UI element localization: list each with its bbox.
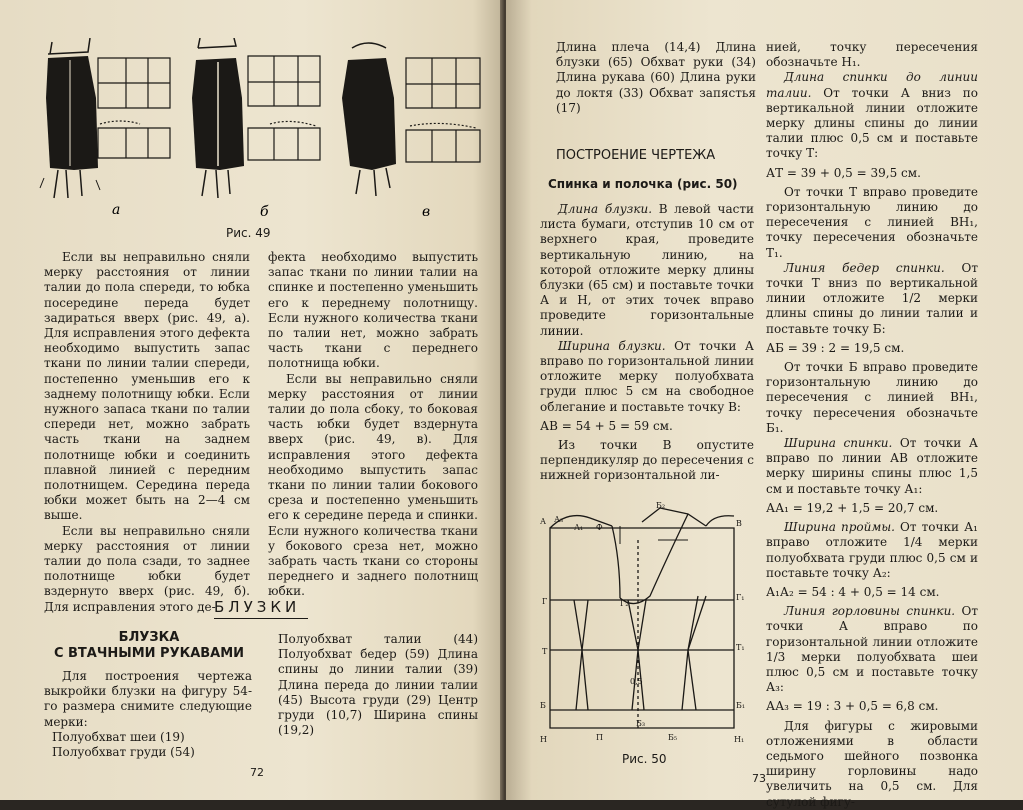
paragraph-lead: Длина блузки. [558, 202, 653, 216]
formula: АТ = 39 + 0,5 = 39,5 см. [766, 165, 921, 180]
list-item: Длина блузки (65) [556, 40, 756, 70]
list-item: Полуобхват талии (44) [278, 632, 478, 646]
svg-text:А₁: А₁ [574, 523, 584, 532]
svg-text:П: П [596, 733, 603, 742]
left-column-1 [44, 250, 250, 615]
measures-list-right [278, 632, 478, 738]
drawing-heading: ПОСТРОЕНИЕ ЧЕРТЕЖА [556, 148, 716, 163]
paragraph-body: От точки А₁ вправо отложите 1/4 мерки полуобхвата груди плюс 0,5 см и поставьте точку А₂: [766, 520, 978, 580]
subsection-title-line2: С ВТАЧНЫМИ РУКАВАМИ [53, 646, 245, 661]
svg-text:В: В [736, 519, 742, 528]
paragraph: Если вы неправильно сняли мерку расстояния от линии талии до пола сзади, то заднее полотнище юбки будет вздернуто вверх (рис. 49, б). Для исправления этого де- [44, 523, 250, 614]
subsection-title [44, 630, 254, 662]
side-seam-left [628, 600, 638, 710]
back-armhole-line [612, 526, 620, 598]
intro-block [44, 669, 252, 760]
paragraph [540, 202, 754, 339]
page-number: 72 [250, 766, 264, 779]
pattern-c-upper [406, 58, 480, 162]
formula: АА₃ = 19 : 3 + 0,5 = 6,8 см. [766, 699, 939, 714]
formula: АА₁ = 19,2 + 1,5 = 20,7 см. [766, 500, 939, 515]
back-dart-right [574, 600, 582, 710]
paragraph: От точки Т вправо проведите горизонтальную линию до пересечения с линией ВН₁, точку пересечения обозначьте Т₁. [766, 184, 978, 260]
figure50-caption: Рис. 50 [622, 752, 667, 766]
paragraph-lead: Ширина спинки. [784, 436, 893, 451]
svg-text:Б: Б [540, 701, 546, 710]
svg-text:Н₁: Н₁ [734, 735, 745, 744]
paragraph-body: От точки А вниз по вертикальной линии отложите мерку длины спины до линии талии плюс 0,5 см и поставьте точку Т: [766, 85, 978, 161]
paragraph-lead: Длина спинки до линии талии. [766, 70, 978, 100]
list-item: Обхват запястья (17) [556, 85, 756, 115]
paragraph [766, 436, 978, 497]
list-item: Длина руки до локтя (33) [556, 70, 756, 100]
paragraph [766, 261, 978, 337]
figure49-label-b: б [260, 204, 269, 220]
svg-text:Ф: Ф [596, 523, 603, 532]
paragraph [766, 70, 978, 161]
front-neckline [706, 516, 734, 526]
paragraph-body: От точки Т вниз по вертикальной линии отложите 1/2 мерки длины спины до линии талии и поставьте точку Б: [766, 260, 978, 336]
list-item: Ширина спины (19,2) [278, 708, 478, 738]
svg-text:Г: Г [542, 597, 548, 606]
measures-list-top [556, 40, 756, 116]
paragraph-lead: Линия бедер спинки. [784, 260, 945, 275]
svg-text:Т: Т [542, 647, 548, 656]
svg-text:Б₅: Б₅ [668, 733, 678, 742]
paragraph [540, 339, 754, 415]
figure49-label-a: а [112, 202, 121, 218]
paragraph: От точки Б вправо проведите горизонтальную линию до пересечения с линией ВН₁, точку пересечения обозначьте Б₁. [766, 360, 978, 435]
back-dart [582, 600, 588, 710]
list-item: Полуобхват груди (54) [52, 745, 195, 760]
right-column-1 [540, 202, 754, 484]
paragraph: Если вы неправильно сняли мерку расстояния от линии талии до пола сбоку, то боковая часть юбки будет вздернута вверх (рис. 49, в). Для исправления этого дефекта необходимо выпустить запас ткани по линии талии бокового среза и постепенно уменьшить его к середине переда и спинки. Если нужного количества ткани у бокового среза нет, можно забрать часть ткани со стороны переднего и заднего полотнищ юбки. [268, 371, 478, 599]
paragraph [766, 520, 978, 581]
figure-50 [538, 500, 760, 750]
shoulder-line [642, 508, 706, 526]
svg-text:Н: Н [540, 735, 547, 744]
list-item: Длина рукава (60) [556, 70, 675, 85]
pattern-b-upper [248, 56, 320, 160]
svg-text:Б₁: Б₁ [736, 701, 746, 710]
front-dart [688, 596, 698, 710]
formula: А₁А₂ = 54 : 4 + 0,5 = 14 см. [766, 584, 940, 599]
svg-text:Т₁: Т₁ [736, 643, 745, 652]
paragraph-body: В левой части листа бумаги, отступив 10 см от верхнего края, проведите вертикальную линию, на которой отложите мерку длины блузки (65 см) и поставьте точки А и Н, от этих точек вправо проведите горизонтальные линии. [540, 202, 754, 338]
svg-text:Г₁: Г₁ [736, 593, 745, 602]
list-item: Длина спины до линии талии (39) [278, 647, 478, 677]
paragraph-lead: Линия горловины спинки. [784, 604, 956, 619]
intro-text: Для построения чертежа выкройки блузки на фигуру 54-го размера снимите следующие мерки: [44, 669, 252, 729]
left-page [0, 0, 503, 800]
subsection-title-line1: БЛУЗКА [118, 630, 180, 645]
figure-49 [30, 38, 490, 238]
paragraph-lead: Ширина блузки. [558, 338, 666, 353]
list-item: Обхват руки (34) [640, 55, 756, 70]
section-title: БЛУЗКИ [214, 598, 301, 616]
left-column-2 [268, 250, 478, 600]
formula: АВ = 54 + 5 = 59 см. [540, 418, 673, 433]
list-item: Длина плеча (14,4) [556, 40, 701, 54]
paragraph-lead: Ширина проймы. [784, 520, 895, 535]
paragraph: Для фигуры с жировыми отложениями в области седьмого шейного позвонка ширину горловины надо увеличить на 0,5 см. Для сутулой фигу- [766, 718, 978, 809]
side-seam-right [638, 600, 646, 710]
svg-text:0,5: 0,5 [630, 677, 643, 686]
right-column-2 [766, 40, 978, 810]
figure49-caption: Рис. 49 [226, 226, 271, 240]
paragraph: фекта необходимо выпустить запас ткани по линии талии на спинке и постепенно уменьшить его к переднему полотнищу. Если нужного количества ткани по талии нет, можно забрать часть ткани с переднего полотнища юбки. [268, 250, 478, 371]
list-item: Высота груди (29) [309, 692, 432, 707]
skirt-c-illustration [342, 43, 396, 196]
page-number: 73 [752, 772, 766, 785]
list-item: Полуобхват бедер (59) [278, 647, 430, 662]
svg-text:Б₃: Б₃ [636, 719, 646, 728]
list-item: Полуобхват шеи (19) [52, 729, 185, 744]
list-item: Длина переда до линии талии (45) [278, 677, 478, 707]
pattern-a-upper [98, 58, 170, 158]
skirt-b-illustration [192, 38, 244, 198]
paragraph: нией, точку пересечения обозначьте Н₁. [766, 40, 978, 70]
drawing-subheading: Спинка и полочка (рис. 50) [548, 177, 738, 191]
paragraph-body: От точки А вправо по горизонтальной линии отложите мерку полуобхвата груди плюс 5 см на свободное облегание и поставьте точку В: [540, 338, 754, 414]
paragraph-body: От точки А вправо по линии АВ отложите мерку ширины спины плюс 1,5 см и поставьте точку А₁: [766, 436, 978, 496]
svg-text:А₃: А₃ [554, 515, 564, 524]
paragraph-body: От точки А вправо по горизонтальной линии отложите 1/3 мерки полуобхвата шеи плюс 0,5 см и поставьте точку А₃: [766, 604, 978, 695]
list-item: Центр груди (10,7) [278, 692, 478, 723]
svg-text:А: А [540, 517, 547, 526]
paragraph [766, 604, 978, 695]
measures-list-left [52, 730, 252, 760]
paragraph: Если вы неправильно сняли мерку расстояния от линии талии до пола спереди, то юбка посередине переда будет задираться вверх (рис. 49, а). Для исправления этого дефекта необходимо выпустить запас ткани по линии талии спереди, постепенно уменьшив его к заднему полотнищу юбки. Если нужного запаса ткани по талии спереди нет, можно забрать часть ткани на заднем полотнище юбки и соединить плавной линией с передним полотнищем. Середина переда юбки может быть на 2—4 см выше. [44, 250, 250, 523]
formula: АБ = 39 : 2 = 19,5 см. [766, 340, 905, 355]
svg-text:Б₂: Б₂ [656, 501, 666, 510]
svg-text:Г₂: Г₂ [620, 599, 629, 608]
section-underline [214, 618, 308, 619]
paragraph: Из точки В опустите перпендикуляр до пересечения с нижней горизонтальной ли- [540, 438, 754, 483]
figure49-label-c: в [422, 204, 431, 220]
skirt-a-illustration [40, 38, 100, 198]
